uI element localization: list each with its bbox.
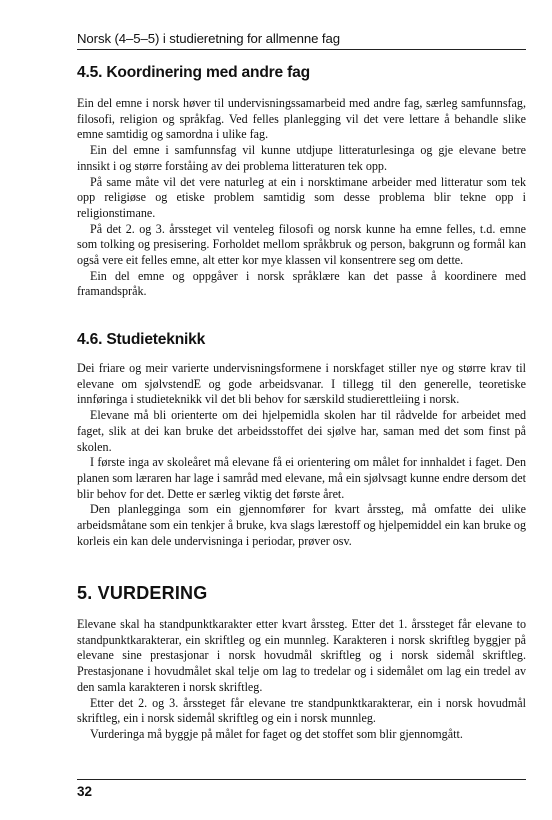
paragraph: Elevane skal ha standpunktkarakter etter kvart årssteg. Etter det 1. årssteget får elevane to standpunktkarakterar, ein skriftleg og ein munnleg. Karakteren i norsk skriftleg byggjer på elevane sine prestasjonar i norsk hovudmål skriftleg og i norsk sidemål skriftleg. Prestasjonane i hovudmålet skal telje om lag to tredelar og i sidemålet om lag ein tredel av den samla karakteren i norsk skriftleg. [77, 617, 526, 694]
section-heading: 4.6. Studieteknikk [77, 331, 206, 348]
chapter-heading: 5. VURDERING [77, 583, 208, 603]
section-body [77, 361, 526, 549]
paragraph: Den planlegginga som ein gjennomfører for kvart årssteg, må omfatte dei ulike arbeidsmåtane som ein tenkjer å bruke, kva slags lærestoff og hjelpemiddel ein kan bruke og korleis ein kan dele undervisninga i periodar, prøver osv. [77, 502, 526, 548]
paragraph: På same måte vil det vere naturleg at ein i norsktimane arbeider med litteratur som tek opp religiøse og etiske problem samtidig som desse problema blir tekne opp i religionstimane. [77, 174, 526, 220]
section-vurdering [77, 583, 526, 743]
section-body [77, 617, 526, 743]
section-body [77, 96, 526, 300]
section-heading: 4.5. Koordinering med andre fag [77, 64, 310, 81]
paragraph: Vurderinga må byggje på målet for faget og det stoffet som blir gjennomgått. [90, 726, 463, 741]
running-header: Norsk (4–5–5) i studieretning for allmenne fag [77, 31, 340, 46]
paragraph: Dei friare og meir varierte undervisningsformene i norskfaget stiller nye og større krav til elevane om sjølvstendE og gode arbeidsvanar. I tillegg til den generelle, teoretiske innføringa i studieteknikk vil det bli behov for særskild studierettleiing i norsk. [77, 361, 526, 407]
paragraph: I første inga av skoleåret må elevane få ei orientering om målet for innhaldet i faget. Den planen som læraren har lage i samråd med elevane, må ein sjølvsagt kunne endre dersom det blir behov for det. Dette er særleg viktig det første året. [77, 455, 526, 501]
header-rule [77, 49, 526, 50]
paragraph: Etter det 2. og 3. årssteget får elevane tre standpunktkarakterar, ein i norsk hovudmål skriftleg, ein i norsk sidemål skriftleg og ein i norsk munnleg. [77, 695, 526, 726]
paragraph: Ein del emne i norsk høver til undervisningssamarbeid med andre fag, særleg samfunnsfag, filosofi, religion og språkfag. Ved felles planlegging vil det vere lettare å behandle slike emne samtidig og samordna i ulike fag. [77, 96, 526, 142]
section-studieteknikk [77, 331, 526, 549]
paragraph: På det 2. og 3. årssteget vil venteleg filosofi og norsk kunne ha emne felles, t.d. emne som tolking og presisering. Forholdet mellom språkbruk og person, bakgrunn og formål kan også vere eit felles emne, alt etter kor mye klassen vil konsentrere seg om dette. [77, 221, 526, 268]
paragraph: Elevane må bli orienterte om dei hjelpemidla skolen har til rådvelde for arbeidet med faget, slik at dei kan bruke det arbeidsstoffet dei sjølve har, saman med det som finst på skolen. [77, 408, 526, 454]
footer-rule [77, 779, 526, 780]
section-koordinering [77, 64, 526, 300]
paragraph: Ein del emne i samfunnsfag vil kunne utdjupe litteraturlesinga og gje elevane betre innsikt i og større forståing av dei problema litteraturen tek opp. [77, 143, 526, 173]
page-number: 32 [77, 784, 93, 799]
paragraph: Ein del emne og oppgåver i norsk språklære kan det passe å koordinere med framandspråk. [77, 268, 526, 299]
